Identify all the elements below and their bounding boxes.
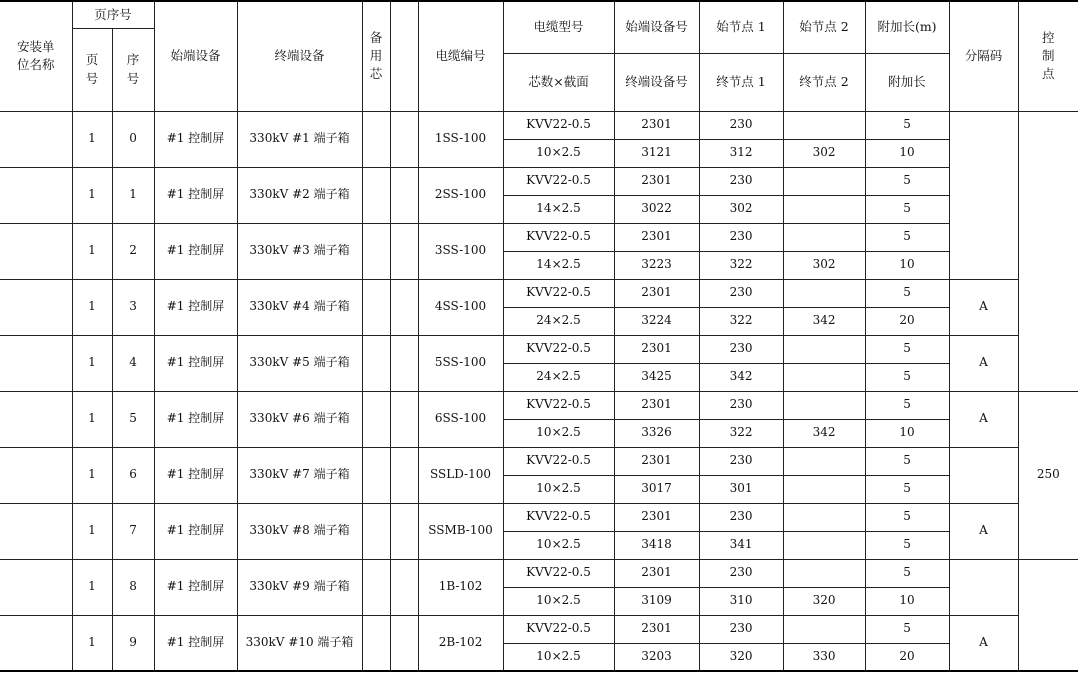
header-install-unit: 安装单 位名称 <box>0 1 72 111</box>
cell-page: 1 <box>72 167 112 223</box>
cell-cable-model: KVV22-0.5 <box>503 335 614 363</box>
cell-end-node1: 341 <box>699 531 783 559</box>
cell-install-unit <box>0 223 72 279</box>
cell-end-dev-no: 3203 <box>614 643 699 671</box>
cell-end-dev-no: 3326 <box>614 419 699 447</box>
cell-start-device: #1 控制屏 <box>154 391 237 447</box>
cell-dashed <box>390 335 418 391</box>
cell-page: 1 <box>72 335 112 391</box>
cell-control-point: 250 <box>1018 391 1078 559</box>
cell-extra-len-1: 5 <box>865 503 949 531</box>
cell-spare <box>362 279 390 335</box>
cell-end-node2: 320 <box>783 587 865 615</box>
cell-extra-len-2: 5 <box>865 363 949 391</box>
cell-seq: 0 <box>112 111 154 167</box>
cell-extra-len-2: 10 <box>865 419 949 447</box>
cell-seq: 4 <box>112 335 154 391</box>
cell-start-device: #1 控制屏 <box>154 615 237 671</box>
cell-extra-len-2: 5 <box>865 195 949 223</box>
cell-end-dev-no: 3224 <box>614 307 699 335</box>
table-row <box>0 503 1078 531</box>
cell-start-node2 <box>783 503 865 531</box>
cell-spare <box>362 447 390 503</box>
cell-core-section: 10×2.5 <box>503 643 614 671</box>
cell-end-node1: 322 <box>699 251 783 279</box>
header-spare-core: 备 用 芯 <box>362 1 390 111</box>
cell-start-node2 <box>783 111 865 139</box>
cell-spare <box>362 391 390 447</box>
cell-end-node2 <box>783 195 865 223</box>
cell-end-device: 330kV #5 端子箱 <box>237 335 362 391</box>
cell-start-node2 <box>783 391 865 419</box>
cell-start-node1: 230 <box>699 447 783 475</box>
cell-spare <box>362 167 390 223</box>
cell-cable-no: 1SS-100 <box>418 111 503 167</box>
cell-start-device: #1 控制屏 <box>154 503 237 559</box>
header-page-seq: 页序号 <box>72 1 154 28</box>
cell-start-node1: 230 <box>699 335 783 363</box>
header-cable-model: 电缆型号 <box>503 1 614 53</box>
cell-start-node2 <box>783 167 865 195</box>
cell-install-unit <box>0 279 72 335</box>
cell-end-dev-no: 3425 <box>614 363 699 391</box>
header-extra-len-m: 附加长(m) <box>865 1 949 53</box>
cell-install-unit <box>0 615 72 671</box>
cell-extra-len-2: 20 <box>865 643 949 671</box>
header-start-device: 始端设备 <box>154 1 237 111</box>
cell-start-dev-no: 2301 <box>614 167 699 195</box>
table-body <box>0 111 1078 671</box>
cell-sep-code: A <box>949 503 1018 559</box>
cell-end-device: 330kV #6 端子箱 <box>237 391 362 447</box>
header-control-point: 控 制 点 <box>1018 1 1078 111</box>
cell-sep-code <box>949 111 1018 279</box>
header-dashed-column <box>390 1 418 111</box>
cell-extra-len-2: 5 <box>865 475 949 503</box>
cell-end-node2 <box>783 475 865 503</box>
cell-start-node2 <box>783 223 865 251</box>
cell-end-device: 330kV #8 端子箱 <box>237 503 362 559</box>
cell-start-dev-no: 2301 <box>614 391 699 419</box>
cell-cable-no: 1B-102 <box>418 559 503 615</box>
cell-start-device: #1 控制屏 <box>154 223 237 279</box>
cell-install-unit <box>0 335 72 391</box>
cell-extra-len-2: 5 <box>865 531 949 559</box>
cell-seq: 9 <box>112 615 154 671</box>
header-start-node2: 始节点 2 <box>783 1 865 53</box>
cell-sep-code <box>949 559 1018 615</box>
cell-core-section: 14×2.5 <box>503 251 614 279</box>
cell-core-section: 10×2.5 <box>503 475 614 503</box>
cell-install-unit <box>0 503 72 559</box>
cell-dashed <box>390 559 418 615</box>
cell-core-section: 10×2.5 <box>503 139 614 167</box>
header-cable-no: 电缆编号 <box>418 1 503 111</box>
cell-page: 1 <box>72 391 112 447</box>
cell-install-unit <box>0 391 72 447</box>
table-row <box>0 279 1078 307</box>
cell-cable-model: KVV22-0.5 <box>503 447 614 475</box>
cell-extra-len-1: 5 <box>865 335 949 363</box>
header-start-dev-no: 始端设备号 <box>614 1 699 53</box>
cell-seq: 1 <box>112 167 154 223</box>
cell-cable-model: KVV22-0.5 <box>503 559 614 587</box>
cell-page: 1 <box>72 559 112 615</box>
cell-cable-no: 2SS-100 <box>418 167 503 223</box>
cell-spare <box>362 615 390 671</box>
cell-end-node1: 342 <box>699 363 783 391</box>
cell-start-node1: 230 <box>699 111 783 139</box>
cell-start-node1: 230 <box>699 615 783 643</box>
cell-extra-len-1: 5 <box>865 559 949 587</box>
cell-end-device: 330kV #9 端子箱 <box>237 559 362 615</box>
header-end-dev-no: 终端设备号 <box>614 53 699 111</box>
cell-dashed <box>390 167 418 223</box>
cell-end-node2 <box>783 363 865 391</box>
cell-seq: 7 <box>112 503 154 559</box>
cell-start-device: #1 控制屏 <box>154 111 237 167</box>
cell-end-device: 330kV #10 端子箱 <box>237 615 362 671</box>
table-row <box>0 447 1078 475</box>
table-row <box>0 223 1078 251</box>
cell-start-dev-no: 2301 <box>614 111 699 139</box>
cell-install-unit <box>0 111 72 167</box>
cell-extra-len-2: 10 <box>865 587 949 615</box>
cell-dashed <box>390 391 418 447</box>
cell-page: 1 <box>72 447 112 503</box>
cell-cable-model: KVV22-0.5 <box>503 503 614 531</box>
cell-start-node1: 230 <box>699 167 783 195</box>
cell-dashed <box>390 279 418 335</box>
cell-end-node2: 342 <box>783 307 865 335</box>
cell-sep-code <box>949 447 1018 503</box>
cell-page: 1 <box>72 111 112 167</box>
cell-install-unit <box>0 167 72 223</box>
cell-dashed <box>390 447 418 503</box>
cell-start-device: #1 控制屏 <box>154 335 237 391</box>
cell-sep-code: A <box>949 391 1018 447</box>
cell-cable-model: KVV22-0.5 <box>503 279 614 307</box>
cell-extra-len-2: 20 <box>865 307 949 335</box>
cell-end-dev-no: 3121 <box>614 139 699 167</box>
cell-extra-len-1: 5 <box>865 167 949 195</box>
cell-start-device: #1 控制屏 <box>154 167 237 223</box>
cell-core-section: 10×2.5 <box>503 419 614 447</box>
cell-start-node1: 230 <box>699 279 783 307</box>
cell-end-dev-no: 3109 <box>614 587 699 615</box>
cell-cable-model: KVV22-0.5 <box>503 167 614 195</box>
cell-cable-no: 5SS-100 <box>418 335 503 391</box>
cell-core-section: 10×2.5 <box>503 587 614 615</box>
cell-start-dev-no: 2301 <box>614 223 699 251</box>
cell-end-node2: 302 <box>783 139 865 167</box>
cell-end-node1: 310 <box>699 587 783 615</box>
cell-cable-no: 3SS-100 <box>418 223 503 279</box>
cell-sep-code: A <box>949 335 1018 391</box>
header-page-no: 页 号 <box>72 28 112 111</box>
cell-end-node1: 320 <box>699 643 783 671</box>
cell-end-dev-no: 3017 <box>614 475 699 503</box>
cell-extra-len-1: 5 <box>865 223 949 251</box>
header-seq-no: 序 号 <box>112 28 154 111</box>
header-end-node2: 终节点 2 <box>783 53 865 111</box>
cell-end-device: 330kV #4 端子箱 <box>237 279 362 335</box>
cell-end-node2: 302 <box>783 251 865 279</box>
table-row <box>0 111 1078 139</box>
cell-sep-code: A <box>949 615 1018 671</box>
cell-extra-len-1: 5 <box>865 279 949 307</box>
cell-extra-len-1: 5 <box>865 447 949 475</box>
cell-end-node2 <box>783 531 865 559</box>
cell-install-unit <box>0 447 72 503</box>
cell-spare <box>362 335 390 391</box>
cell-start-dev-no: 2301 <box>614 335 699 363</box>
cell-end-node2: 330 <box>783 643 865 671</box>
cell-end-dev-no: 3223 <box>614 251 699 279</box>
cell-core-section: 24×2.5 <box>503 363 614 391</box>
cell-core-section: 24×2.5 <box>503 307 614 335</box>
cell-page: 1 <box>72 503 112 559</box>
cell-start-node2 <box>783 447 865 475</box>
cell-end-device: 330kV #7 端子箱 <box>237 447 362 503</box>
cell-spare <box>362 559 390 615</box>
table-row <box>0 167 1078 195</box>
cell-extra-len-1: 5 <box>865 391 949 419</box>
cell-sep-code: A <box>949 279 1018 335</box>
cell-seq: 8 <box>112 559 154 615</box>
cell-start-dev-no: 2301 <box>614 279 699 307</box>
header-extra-len: 附加长 <box>865 53 949 111</box>
cell-cable-model: KVV22-0.5 <box>503 111 614 139</box>
cell-dashed <box>390 111 418 167</box>
cell-start-dev-no: 2301 <box>614 503 699 531</box>
cell-extra-len-1: 5 <box>865 111 949 139</box>
cell-start-dev-no: 2301 <box>614 447 699 475</box>
cell-extra-len-2: 10 <box>865 139 949 167</box>
cell-end-dev-no: 3418 <box>614 531 699 559</box>
cell-extra-len-2: 10 <box>865 251 949 279</box>
cell-dashed <box>390 615 418 671</box>
cell-extra-len-1: 5 <box>865 615 949 643</box>
cell-start-node1: 230 <box>699 223 783 251</box>
cell-cable-no: SSMB-100 <box>418 503 503 559</box>
table-row <box>0 615 1078 643</box>
header-sep-code: 分隔码 <box>949 1 1018 111</box>
cell-page: 1 <box>72 279 112 335</box>
cell-control-point <box>1018 111 1078 391</box>
cell-cable-model: KVV22-0.5 <box>503 391 614 419</box>
cell-end-device: 330kV #2 端子箱 <box>237 167 362 223</box>
cell-control-point <box>1018 559 1078 671</box>
cell-spare <box>362 223 390 279</box>
cell-start-node2 <box>783 615 865 643</box>
cell-start-dev-no: 2301 <box>614 615 699 643</box>
header-end-device: 终端设备 <box>237 1 362 111</box>
cell-start-node1: 230 <box>699 391 783 419</box>
header-core-section: 芯数×截面 <box>503 53 614 111</box>
cell-spare <box>362 111 390 167</box>
cell-start-device: #1 控制屏 <box>154 447 237 503</box>
table-row <box>0 335 1078 363</box>
cell-start-node2 <box>783 335 865 363</box>
cell-end-device: 330kV #1 端子箱 <box>237 111 362 167</box>
cell-end-device: 330kV #3 端子箱 <box>237 223 362 279</box>
cell-end-dev-no: 3022 <box>614 195 699 223</box>
cell-seq: 6 <box>112 447 154 503</box>
cell-start-device: #1 控制屏 <box>154 559 237 615</box>
cell-install-unit <box>0 559 72 615</box>
cell-end-node1: 322 <box>699 419 783 447</box>
cell-dashed <box>390 503 418 559</box>
cell-end-node1: 322 <box>699 307 783 335</box>
cell-cable-no: 4SS-100 <box>418 279 503 335</box>
cell-cable-no: 2B-102 <box>418 615 503 671</box>
table-row <box>0 391 1078 419</box>
cell-end-node1: 301 <box>699 475 783 503</box>
cell-cable-model: KVV22-0.5 <box>503 615 614 643</box>
cell-seq: 3 <box>112 279 154 335</box>
cell-end-node2: 342 <box>783 419 865 447</box>
header-end-node1: 终节点 1 <box>699 53 783 111</box>
table-row <box>0 559 1078 587</box>
cell-page: 1 <box>72 223 112 279</box>
cell-core-section: 14×2.5 <box>503 195 614 223</box>
cell-core-section: 10×2.5 <box>503 531 614 559</box>
cell-end-node1: 312 <box>699 139 783 167</box>
cell-start-dev-no: 2301 <box>614 559 699 587</box>
cell-cable-no: SSLD-100 <box>418 447 503 503</box>
cell-start-node2 <box>783 559 865 587</box>
cell-dashed <box>390 223 418 279</box>
cell-seq: 5 <box>112 391 154 447</box>
cell-start-node1: 230 <box>699 559 783 587</box>
cell-page: 1 <box>72 615 112 671</box>
cell-cable-no: 6SS-100 <box>418 391 503 447</box>
cell-start-device: #1 控制屏 <box>154 279 237 335</box>
cell-seq: 2 <box>112 223 154 279</box>
cell-cable-model: KVV22-0.5 <box>503 223 614 251</box>
cell-spare <box>362 503 390 559</box>
cell-start-node2 <box>783 279 865 307</box>
header-start-node1: 始节点 1 <box>699 1 783 53</box>
cell-end-node1: 302 <box>699 195 783 223</box>
cell-start-node1: 230 <box>699 503 783 531</box>
